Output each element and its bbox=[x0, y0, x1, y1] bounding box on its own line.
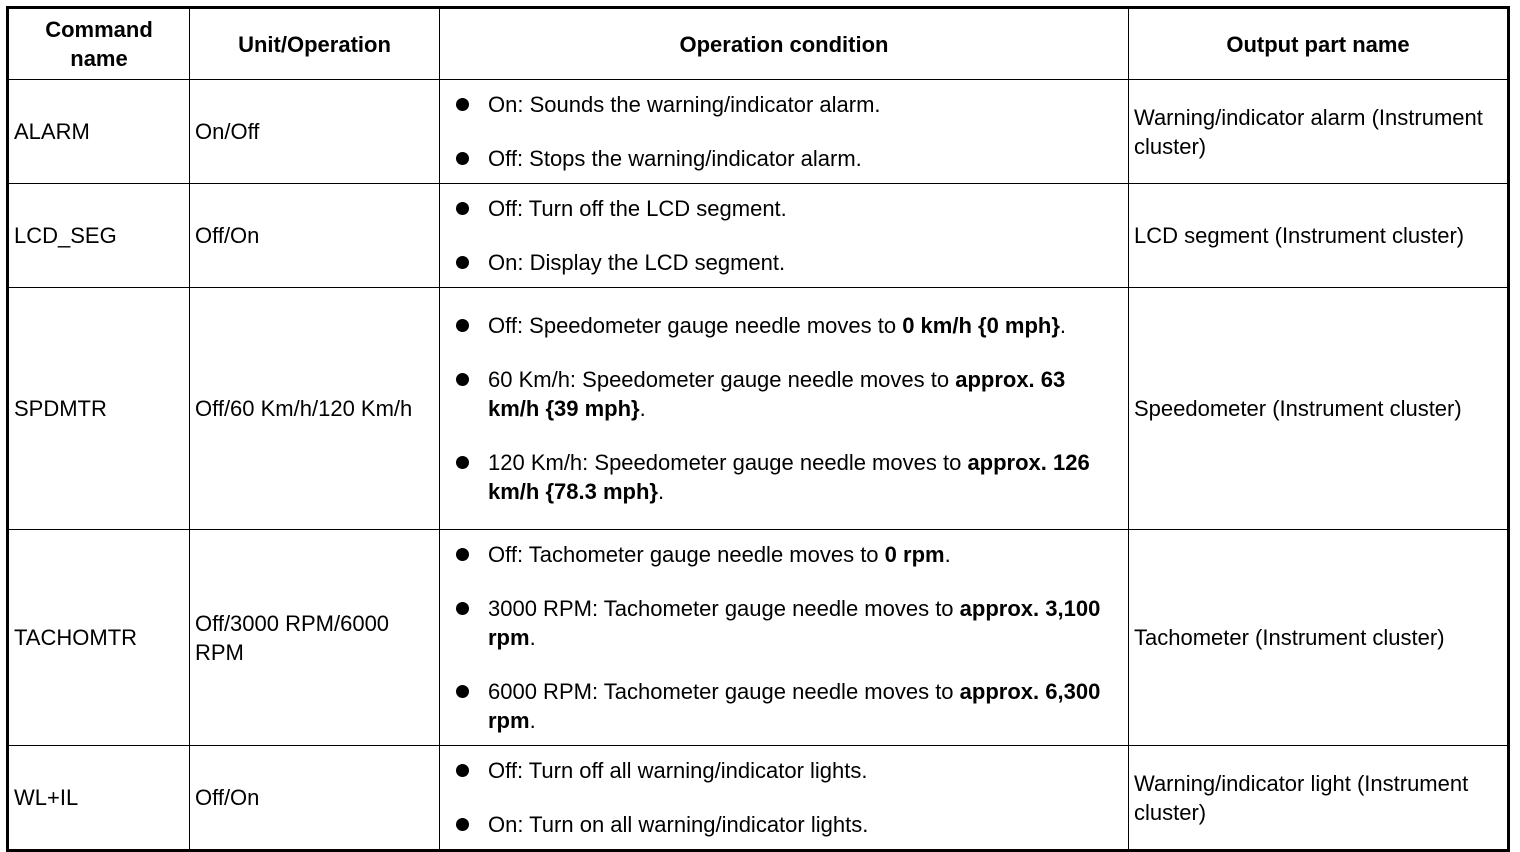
table-row bbox=[8, 184, 1509, 288]
condition-text: Off: Turn off the LCD segment. bbox=[488, 196, 787, 221]
header-command-name: Command name bbox=[8, 8, 190, 80]
command-table bbox=[6, 6, 1510, 852]
condition-end: . bbox=[529, 625, 536, 650]
condition-item bbox=[488, 194, 1108, 223]
command-cell: TACHOMTR bbox=[8, 530, 190, 746]
condition-text: On: Turn on all warning/indicator lights. bbox=[488, 812, 869, 837]
condition-end: . bbox=[639, 396, 646, 421]
condition-item bbox=[488, 594, 1108, 652]
unit-cell: Off/3000 RPM/6000 RPM bbox=[190, 530, 440, 746]
condition-item bbox=[488, 365, 1108, 423]
output-cell: Warning/indicator alarm (Instrument cluster) bbox=[1129, 80, 1509, 184]
condition-text: Off: Tachometer gauge needle moves to bbox=[488, 542, 885, 567]
header-unit-operation: Unit/Operation bbox=[190, 8, 440, 80]
condition-end: . bbox=[529, 708, 536, 733]
condition-value: 0 km/h {0 mph} bbox=[902, 313, 1060, 338]
condition-text: 120 Km/h: Speedometer gauge needle moves to bbox=[488, 450, 968, 475]
condition-value: 0 rpm bbox=[884, 542, 945, 567]
condition-item bbox=[488, 144, 1108, 173]
command-cell: LCD_SEG bbox=[8, 184, 190, 288]
condition-cell bbox=[440, 288, 1129, 530]
condition-value: approx. 6,300 rpm bbox=[488, 679, 1101, 733]
condition-cell bbox=[440, 530, 1129, 746]
header-row bbox=[8, 8, 1509, 80]
table-row bbox=[8, 530, 1509, 746]
condition-cell bbox=[440, 184, 1129, 288]
condition-text: Off: Turn off all warning/indicator lights. bbox=[488, 758, 868, 783]
output-cell: Warning/indicator light (Instrument cluster) bbox=[1129, 746, 1509, 851]
output-cell: Tachometer (Instrument cluster) bbox=[1129, 530, 1509, 746]
condition-value: approx. 63 km/h {39 mph} bbox=[488, 367, 1066, 421]
condition-cell bbox=[440, 746, 1129, 851]
condition-end: . bbox=[657, 479, 665, 504]
condition-item bbox=[488, 311, 1108, 340]
condition-end: . bbox=[944, 542, 951, 567]
unit-cell: On/Off bbox=[190, 80, 440, 184]
command-cell: WL+IL bbox=[8, 746, 190, 851]
table-row bbox=[8, 80, 1509, 184]
condition-end: . bbox=[1059, 313, 1067, 338]
table-row bbox=[8, 746, 1509, 851]
table-row bbox=[8, 288, 1509, 530]
condition-item bbox=[488, 448, 1108, 506]
condition-text: 3000 RPM: Tachometer gauge needle moves to bbox=[488, 596, 960, 621]
unit-cell: Off/60 Km/h/120 Km/h bbox=[190, 288, 440, 530]
command-cell: SPDMTR bbox=[8, 288, 190, 530]
condition-item bbox=[488, 248, 1108, 277]
condition-text: Off: Speedometer gauge needle moves to bbox=[488, 313, 903, 338]
command-cell: ALARM bbox=[8, 80, 190, 184]
condition-value: approx. 3,100 rpm bbox=[488, 596, 1101, 650]
output-cell: Speedometer (Instrument cluster) bbox=[1129, 288, 1509, 530]
condition-item bbox=[488, 677, 1108, 735]
unit-cell: Off/On bbox=[190, 184, 440, 288]
condition-item bbox=[488, 540, 1108, 569]
header-output-part-name: Output part name bbox=[1129, 8, 1509, 80]
header-operation-condition: Operation condition bbox=[440, 8, 1129, 80]
condition-text: On: Sounds the warning/indicator alarm. bbox=[488, 92, 881, 117]
condition-text: 6000 RPM: Tachometer gauge needle moves to bbox=[488, 679, 960, 704]
condition-text: 60 Km/h: Speedometer gauge needle moves to bbox=[488, 367, 956, 392]
condition-item bbox=[488, 90, 1108, 119]
condition-text: On: Display the LCD segment. bbox=[488, 250, 786, 275]
condition-value: approx. 126 km/h {78.3 mph} bbox=[488, 450, 1090, 504]
condition-text: Off: Stops the warning/indicator alarm. bbox=[488, 146, 862, 171]
condition-cell bbox=[440, 80, 1129, 184]
output-cell: LCD segment (Instrument cluster) bbox=[1129, 184, 1509, 288]
condition-item bbox=[488, 810, 1108, 839]
condition-item bbox=[488, 756, 1108, 785]
unit-cell: Off/On bbox=[190, 746, 440, 851]
